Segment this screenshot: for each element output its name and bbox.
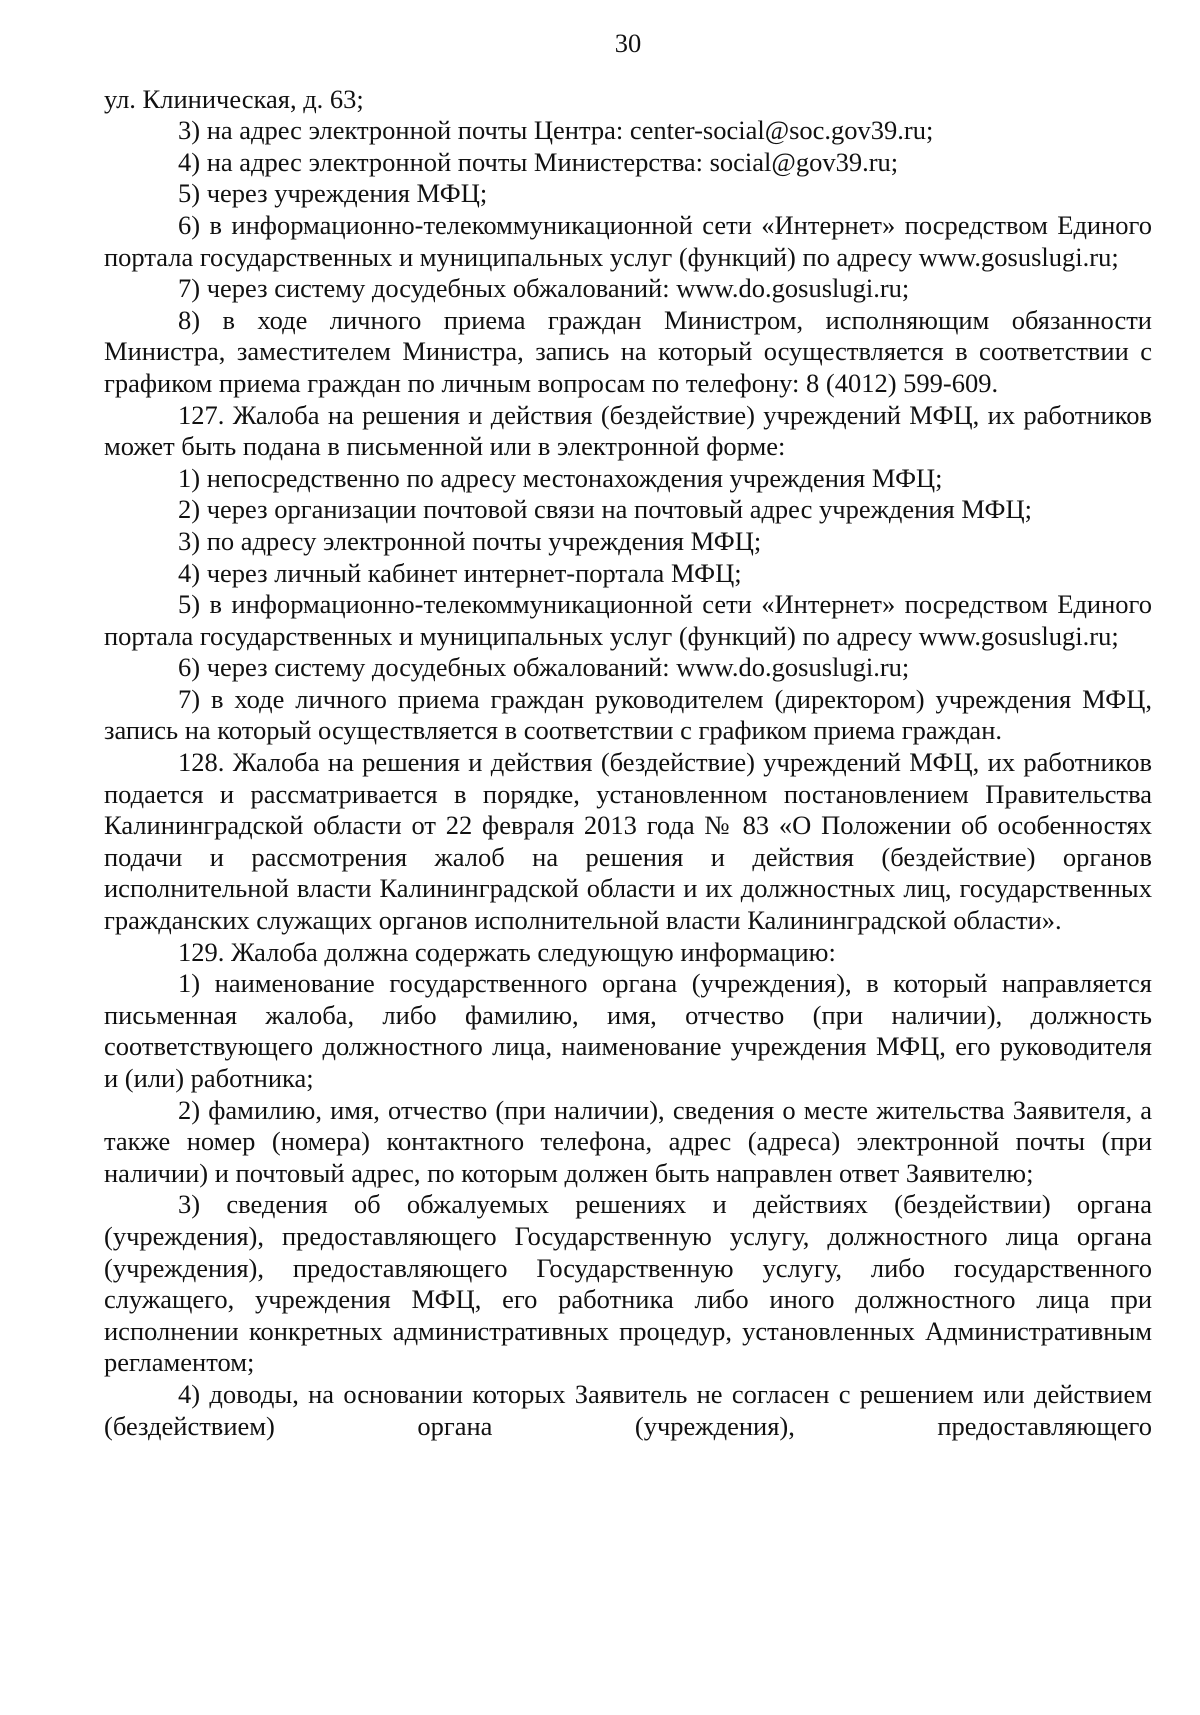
paragraph-4: 5) через учреждения МФЦ; — [178, 178, 488, 209]
paragraph-7: 8) в ходе личного приема граждан Министром, исполняющим обязанности Министра, заместителем Министра, запись на который осуществляется в соответствии с графиком приема граждан по личным вопросам по телефону: 8 (4012) 599-609. — [104, 304, 1152, 398]
paragraph-3: 4) на адрес электронной почты Министерства: social@gov39.ru; — [178, 146, 899, 177]
paragraph-16: 128. Жалоба на решения и действия (бездействие) учреждений МФЦ, их работников подается и рассматривается в порядке, установленном постановлением Правительства Калининградской области от 22 февраля 2013 года № 83 «О Положении об особенностях подачи и рассмотрения жалоб на решения и действия (бездействие) органов исполнительной власти Калининградской области и их должностных лиц, государственных гражданских служащих органов исполнительной власти Калининградской области». — [104, 747, 1152, 936]
paragraph-12: 4) через личный кабинет интернет-портала МФЦ; — [178, 557, 742, 588]
document-body — [104, 84, 1152, 1443]
paragraph-9: 1) непосредственно по адресу местонахождения учреждения МФЦ; — [178, 462, 943, 493]
paragraph-19: 2) фамилию, имя, отчество (при наличии), сведения о месте жительства Заявителя, а также номер (номера) контактного телефона, адрес (адреса) электронной почты (при наличии) и почтовый адрес, по которым должен быть направлен ответ Заявителю; — [104, 1094, 1152, 1188]
paragraph-20: 3) сведения об обжалуемых решениях и действиях (бездействии) органа (учреждения), предоставляющего Государственную услугу, должностного лица органа (учреждения), предоставляющего Государственную услугу, либо государственного служащего, учреждения МФЦ, его работника либо иного должностного лица при исполнении конкретных административных процедур, установленных Административным регламентом; — [104, 1189, 1152, 1378]
paragraph-13: 5) в информационно-телекоммуникационной сети «Интернет» посредством Единого портала государственных и муниципальных услуг (функций) по адресу www.gosuslugi.ru; — [104, 589, 1152, 651]
paragraph-14: 6) через систему досудебных обжалований: www.do.gosuslugi.ru; — [178, 652, 910, 683]
paragraph-21: 4) доводы, на основании которых Заявитель не согласен с решением или действием (бездействием) органа (учреждения), предоставляющего — [104, 1378, 1152, 1441]
paragraph-10: 2) через организации почтовой связи на почтовый адрес учреждения МФЦ; — [178, 494, 1032, 525]
paragraph-15: 7) в ходе личного приема граждан руководителем (директором) учреждения МФЦ, запись на который осуществляется в соответствии с графиком приема граждан. — [104, 683, 1152, 746]
paragraph-6: 7) через систему досудебных обжалований: www.do.gosuslugi.ru; — [178, 273, 910, 304]
paragraph-8: 127. Жалоба на решения и действия (бездействие) учреждений МФЦ, их работников может быть подана в письменной или в электронной форме: — [104, 399, 1152, 462]
paragraph-17: 129. Жалоба должна содержать следующую информацию: — [178, 936, 836, 967]
paragraph-5: 6) в информационно-телекоммуникационной сети «Интернет» посредством Единого портала государственных и муниципальных услуг (функций) по адресу www.gosuslugi.ru; — [104, 209, 1152, 272]
paragraph-2: 3) на адрес электронной почты Центра: center-social@soc.gov39.ru; — [178, 115, 934, 146]
paragraph-18: 1) наименование государственного органа (учреждения), в который направляется письменная жалоба, либо фамилию, имя, отчество (при наличии), должность соответствующего должностного лица, наименование учреждения МФЦ, его руководителя и (или) работника; — [104, 968, 1152, 1093]
paragraph-1: ул. Клиническая, д. 63; — [104, 83, 364, 114]
page-number: 30 — [614, 28, 642, 58]
paragraph-11: 3) по адресу электронной почты учреждения МФЦ; — [178, 525, 762, 556]
